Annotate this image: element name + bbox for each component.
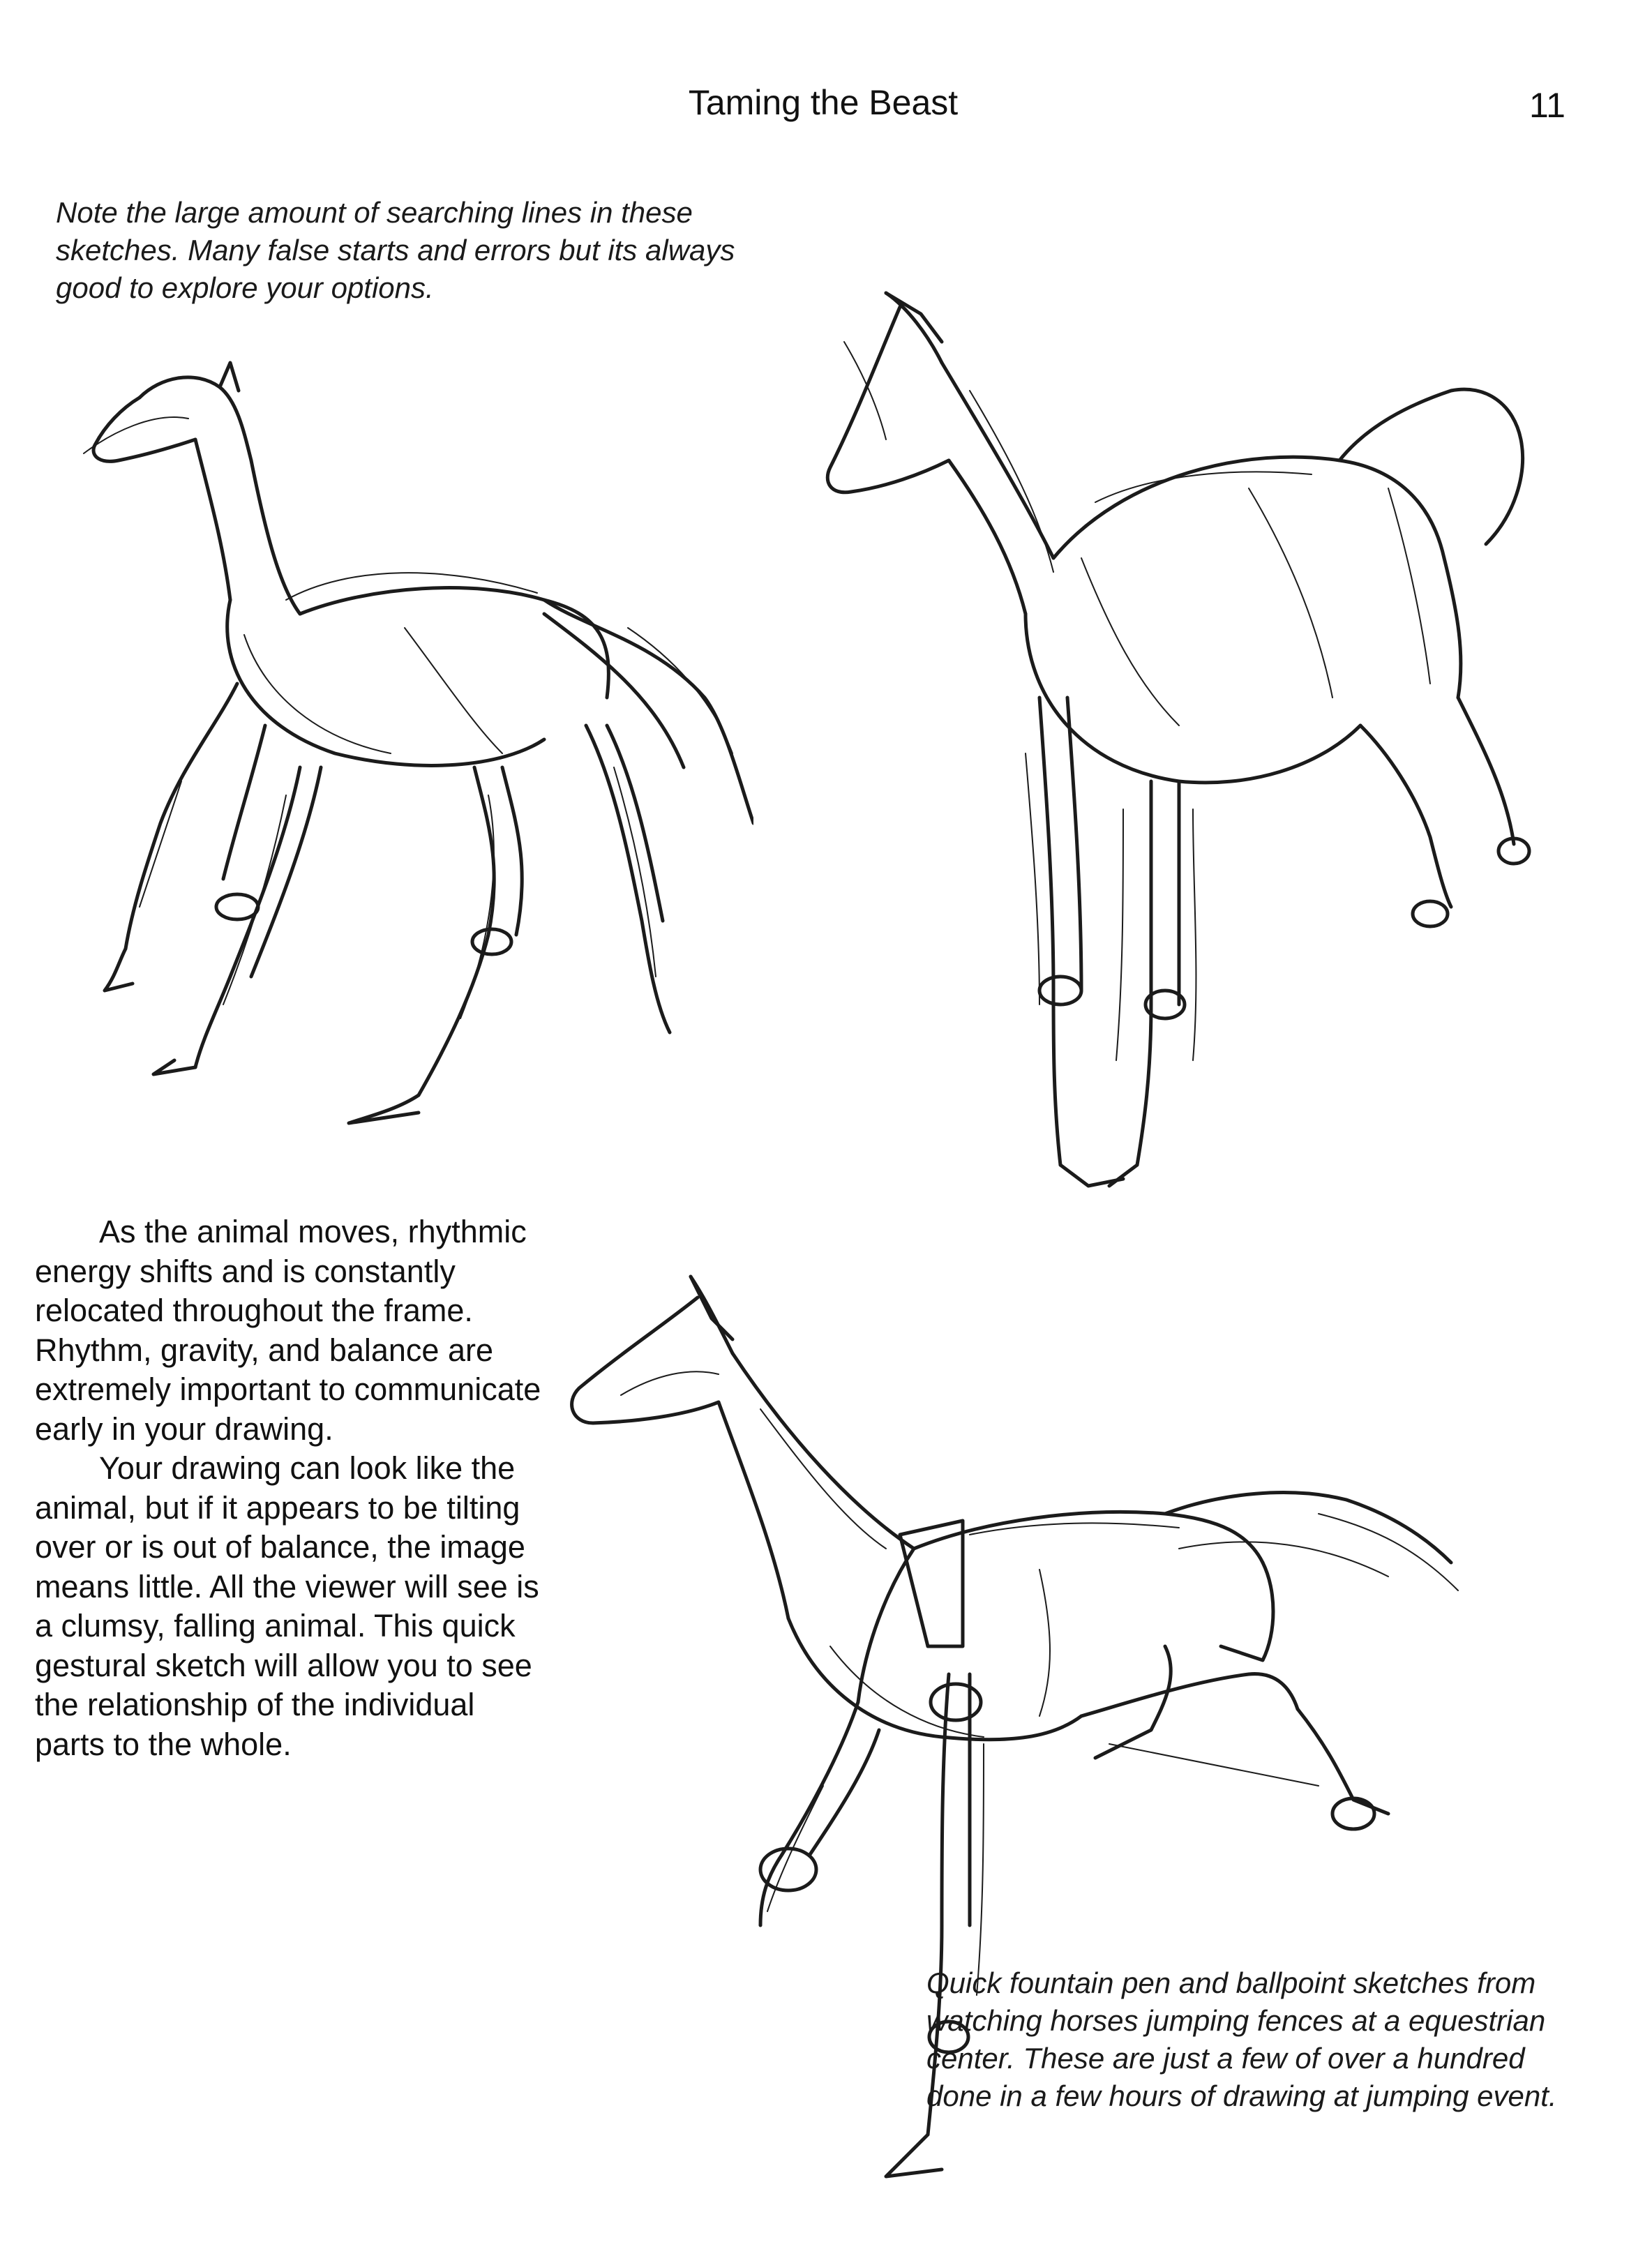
body-paragraph: Your drawing can look like the animal, but if it appears to be tilting over or is out of balance, the image means little. All the viewer will see is a clumsy, falling animal. This quick gestural sketch will allow you to see the relationship of the individual parts to the whole.	[35, 1450, 539, 1762]
horse-sketch-standing	[760, 265, 1598, 1193]
caption-bottom: Quick fountain pen and ballpoint sketches from watching horses jumping fences at a equestrian center. These are just a few of over a hundred done in a few hours of drawing at jumping event.	[926, 1966, 1557, 2112]
horse-sketch-trotting	[56, 335, 753, 1137]
body-paragraph: As the animal moves, rhythmic energy shifts and is constantly relocated throughout the frame. Rhythm, gravity, and balance are extremely important to communicate early in your drawing.	[35, 1214, 541, 1447]
page-title: Taming the Beast	[688, 83, 959, 122]
body-text	[35, 1212, 544, 1764]
caption-top: Note the large amount of searching lines in these sketches. Many false starts and errors but its always good to explore your options.	[56, 196, 735, 304]
page-number: 11	[1529, 86, 1565, 125]
